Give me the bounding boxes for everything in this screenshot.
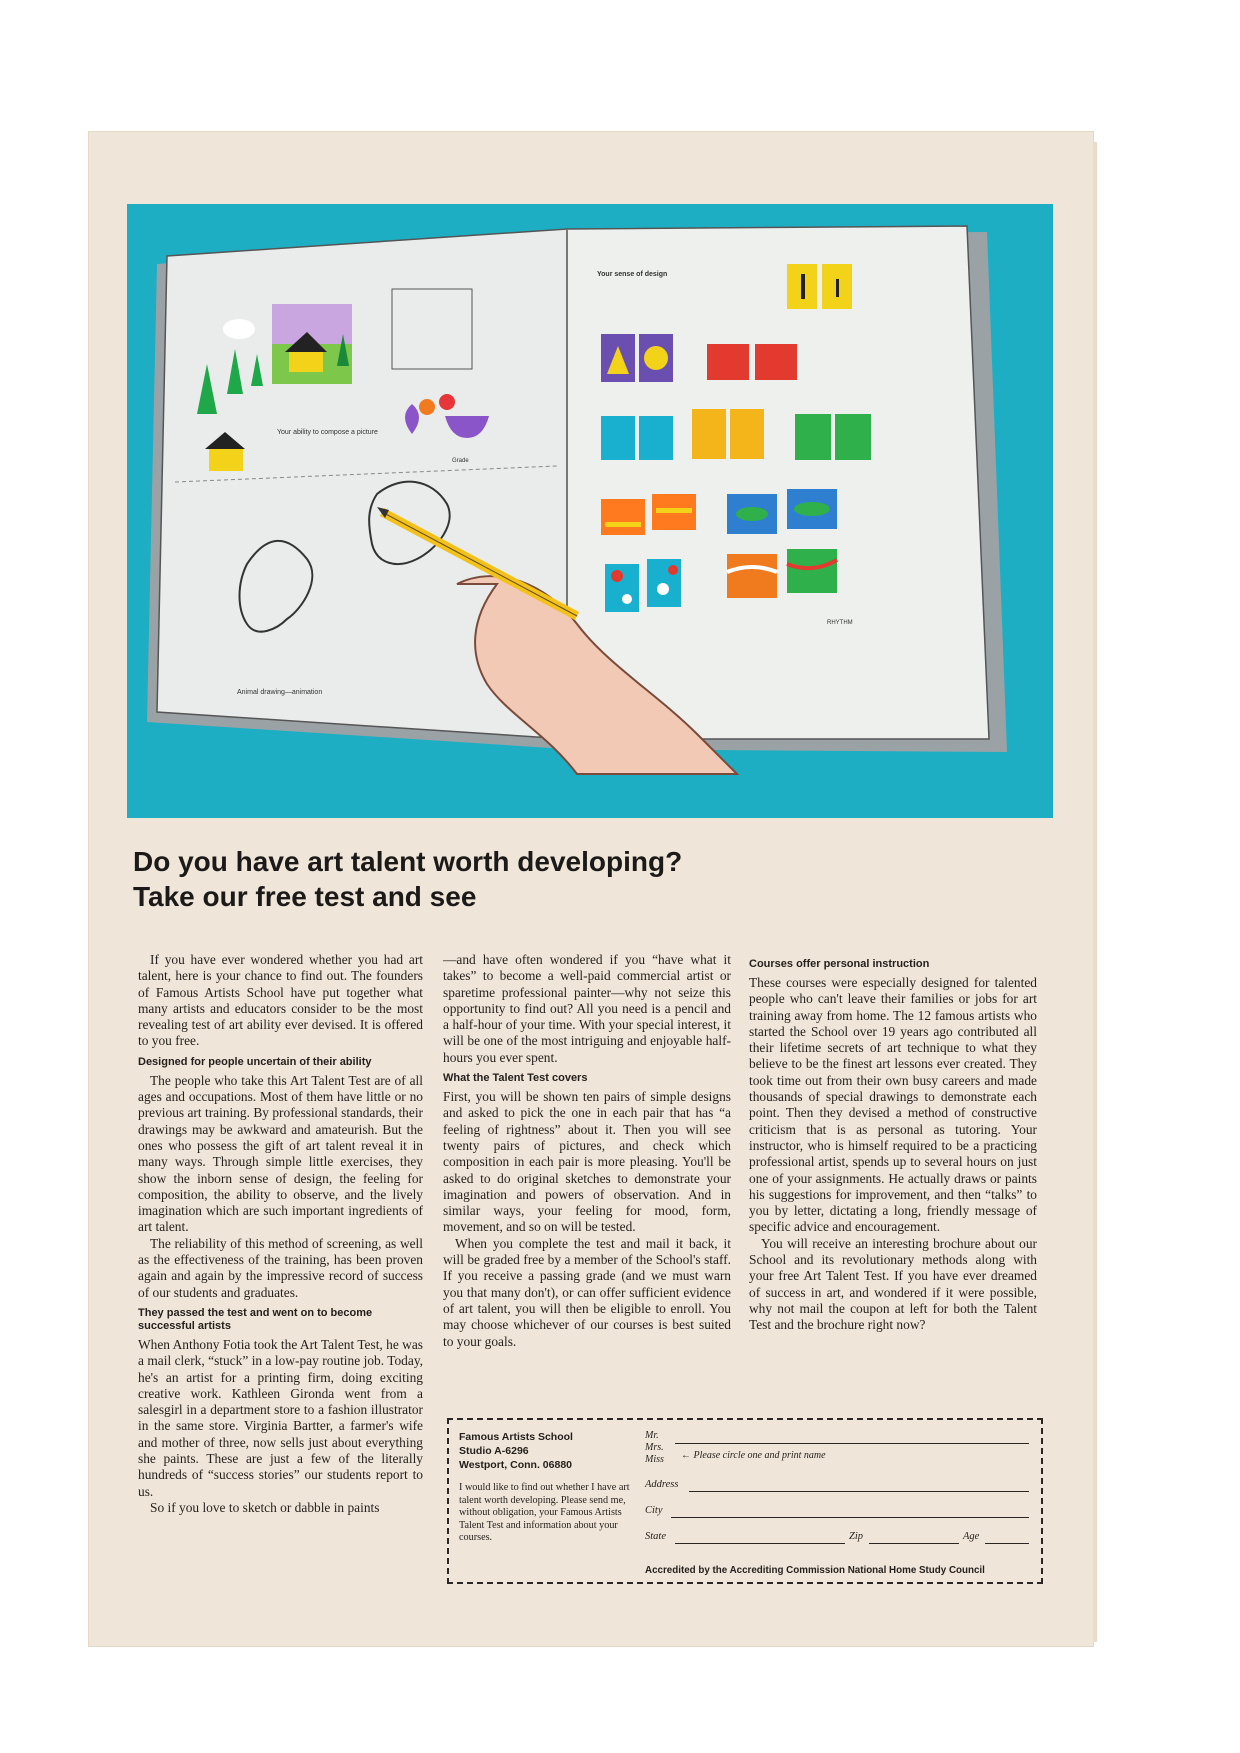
design-heading: Your sense of design [597,271,668,278]
age-label: Age [963,1531,980,1542]
col3-paragraph: These courses were especially designed for talented people who can't leave their families or jobs for art training away from home. The 12 famous artists who started the School over 19 years ago contributed all their lifetime secrets of art technique to what they believe to be the finest art lessons ever created. They took time out from their own busy careers and made thousands of special drawings to demonstrate each point. Then they devised a method of constructive criticism that is as personal as tutoring. Your instructor, who is himself required to be a practicing professional artist, spends up to several hours on just one of your assignments. He actually draws or paints his suggestions for improvement, and then “talks” to you by letter, dictating a long, friendly message of specific advice and encouragement. [749,975,1037,1235]
name-line[interactable] [675,1443,1029,1444]
zip-label: Zip [849,1531,864,1542]
magazine-page [89,132,1093,1646]
col2-paragraph: —and have often wondered if you “have what it takes” to become a well-paid commercial artist or sparetime professional painter—why not seize this opportunity to find out? All you need is a pencil and a half-hour of your time. With your special interest, it will be one of the most intriguing and enjoyable half-hours you ever spent. [443,952,731,1065]
headline-line-1: Do you have art talent worth developing? [133,846,683,877]
age-line[interactable] [985,1543,1029,1544]
compose-caption: Your ability to compose a picture [277,429,378,436]
name-row [645,1430,1029,1470]
state-row [645,1522,1029,1548]
school-city: Westport, Conn. 06880 [459,1459,572,1471]
col1-paragraph: When Anthony Fotia took the Art Talent Test, he was a mail clerk, “stuck” in a low-pay routine job. Today, he's an artist for a printing firm, doing exciting creative work. Kathleen Gironda went from a salesgirl in a department store to a fashion illustrator in the same store. Virginia Bartter, a farmer's wife and mother of three, now sells just about everything she paints. These are just a few of the literally hundreds of “success stories” our students report to us. [138,1336,423,1499]
coupon-request-text: I would like to find out whether I have art talent worth developing. Please send me, without obligation, your Famous Artists Talent Test and information about your courses. [459,1482,630,1544]
city-label: City [645,1505,663,1516]
col3-subhead: Courses offer personal instruction [749,958,930,970]
page-edge [1093,142,1097,1642]
column-2 [443,952,731,1350]
column-3 [749,952,1037,1334]
address-line[interactable] [689,1491,1029,1492]
zip-line[interactable] [869,1543,959,1544]
city-row [645,1496,1029,1522]
col1-subhead: They passed the test and went on to become successful artists [138,1306,373,1332]
mail-coupon [447,1418,1043,1584]
talent-test-illustration [127,204,1053,818]
city-line[interactable] [671,1517,1029,1518]
title-miss[interactable]: Miss [645,1454,664,1465]
col1-paragraph: The reliability of this method of screening, as well as the effectiveness of the training, has been proven again and again by the impressive record of success of our students and graduates. [138,1235,423,1300]
col2-subhead: What the Talent Test covers [443,1072,588,1085]
grade-label-1: Grade [452,458,469,464]
animal-drawing-caption: Animal drawing—animation [237,689,323,696]
col1-paragraph: So if you love to sketch or dabble in paints [150,1499,380,1515]
state-line[interactable] [675,1543,845,1544]
address-label: Address [645,1479,679,1490]
coupon-left [459,1430,634,1545]
col1-paragraph: If you have ever wondered whether you had art talent, here is your chance to find out. The founders of Famous Artists School have put together what many artists and educators consider to be the most revealing test of art ability ever devised. It is offered to you free. [138,952,423,1049]
studio-code: Studio A-6296 [459,1445,529,1457]
col1-paragraph: The people who take this Art Talent Test are of all ages and occupations. Most of them have little or no previous art training. By professional standards, their drawings may be awkward and amateurish. But the ones who possess the gift of art talent reveal it in many ways. Through simple little exercises, they show the inborn sense of design, the feeling for composition, the ability to observe, and the lively imagination which are such important ingredients of art talent. [138,1072,423,1235]
state-label: State [645,1531,666,1542]
col2-paragraph: First, you will be shown ten pairs of simple designs and asked to pick the one in each pair that has “a feeling of rightness” about it. Then you will see twenty pairs of pictures, and check which composition in each pair is more pleasing. You'll be asked to do original sketches to demonstrate your imagination and powers of observation. And in similar ways, your feeling for mood, form, movement, and so on will be tested. [443,1089,731,1235]
col3-paragraph: You will receive an interesting brochure about our School and its revolutionary methods along with your free Art Talent Test. If you have ever dreamed of success in art, and wondered if it were possible, why not mail the coupon at left for both the Talent Test and the brochure right now? [749,1235,1037,1333]
title-mrs[interactable]: Mrs. [645,1442,664,1453]
column-1 [138,952,423,1516]
accreditation-note: Accredited by the Accrediting Commission National Home Study Council [645,1565,985,1576]
address-row [645,1470,1029,1496]
circle-note: ← Please circle one and print name [681,1450,826,1461]
rhythm-label: RHYTHM [827,620,853,626]
headline-line-2: Take our free test and see [133,881,477,912]
coupon-form [645,1430,1029,1548]
school-name: Famous Artists School [459,1431,573,1443]
headline [133,844,1033,914]
title-mr[interactable]: Mr. [645,1430,659,1441]
col1-subhead: Designed for people uncertain of their ability [138,1055,372,1068]
col2-paragraph: When you complete the test and mail it back, it will be graded free by a member of the School's staff. If you receive a passing grade (and we must warn you that many don't), or can offer sufficient evidence of art talent, you will then be eligible to enroll. You may choose whichever of our courses is best suited to your goals. [443,1235,731,1349]
